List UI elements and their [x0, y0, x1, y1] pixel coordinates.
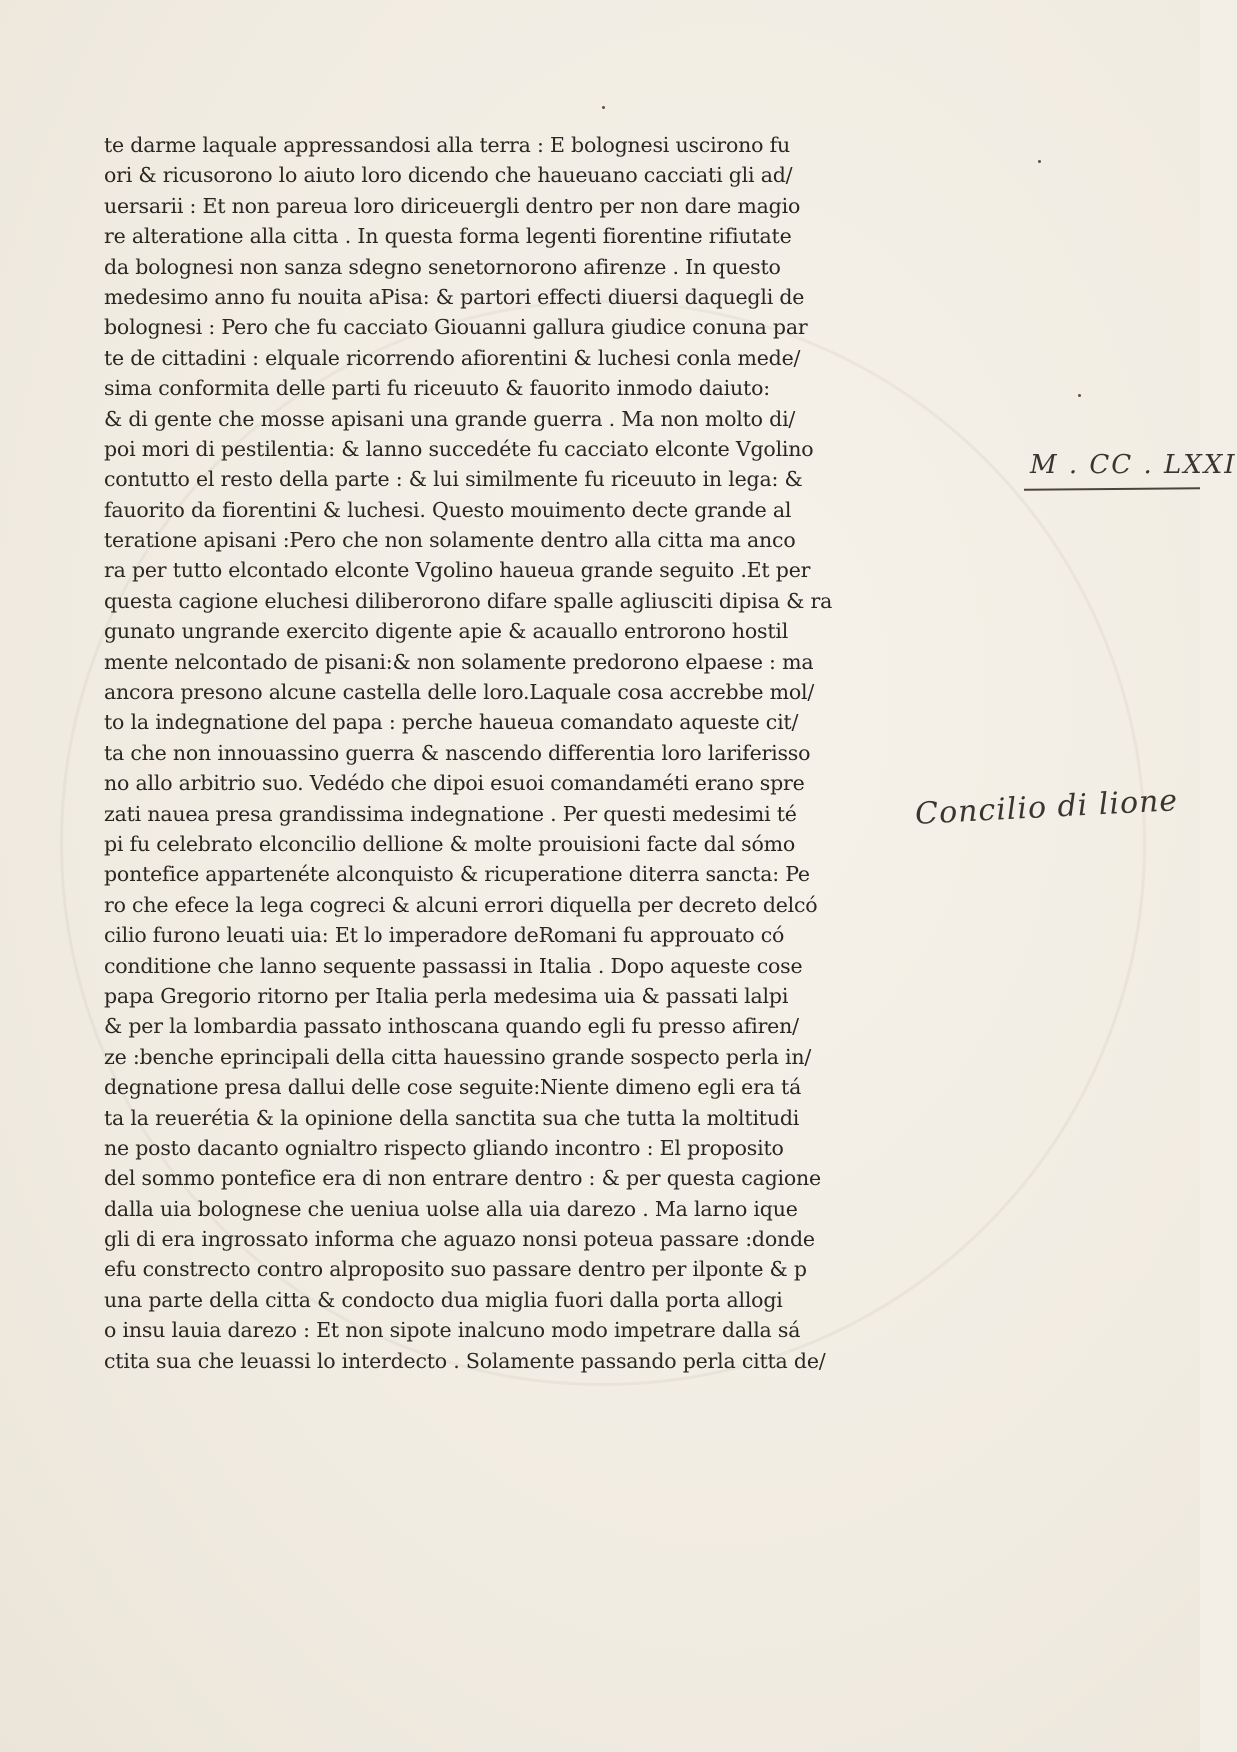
printed-text-block [104, 130, 874, 1376]
text-line: ctita sua che leuassi lo interdecto . Solamente passando perla citta de/ [104, 1348, 826, 1373]
text-line: cilio furono leuati uia: Et lo imperadore deRomani fu approuato có [104, 923, 785, 948]
text-line: degnatione presa dallui delle cose seguite:Niente dimeno egli era tá [104, 1075, 802, 1100]
text-line: da bolognesi non sanza sdegno senetornorono afirenze . In questo [104, 254, 781, 279]
text-line: contutto el resto della parte : & lui similmente fu riceuuto in lega: & [104, 467, 803, 492]
text-line: to la indegnatione del papa : perche haueua comandato aqueste cit/ [104, 710, 799, 735]
text-line: ori & ricusorono lo aiuto loro dicendo che haueuano cacciati gli ad/ [104, 163, 793, 188]
text-line: ra per tutto elcontado elconte Vgolino haueua grande seguito .Et per [104, 558, 811, 583]
text-line: te de cittadini : elquale ricorrendo afiorentini & luchesi conla mede/ [104, 345, 801, 370]
text-line: mente nelcontado de pisani:& non solamente predorono elpaese : ma [104, 649, 814, 674]
text-line: uersarii : Et non pareua loro diriceuergli dentro per non dare magio [104, 193, 801, 218]
text-line: questa cagione eluchesi diliberorono difare spalle agliusciti dipisa & ra [104, 588, 833, 613]
text-line: ta la reuerétia & la opinione della sanctita sua che tutta la moltitudi [104, 1105, 800, 1130]
text-line: ancora presono alcune castella delle loro.Laquale cosa accrebbe mol/ [104, 680, 815, 705]
text-line: & di gente che mosse apisani una grande guerra . Ma non molto di/ [104, 406, 796, 431]
text-line: gli di era ingrossato informa che aguazo nonsi poteua passare :donde [104, 1227, 815, 1252]
text-line: re alteratione alla citta . In questa forma legenti fiorentine rifiutate [104, 224, 792, 249]
margin-note-council: Concilio di lione [914, 783, 1179, 832]
margin-note-year: M . CC . LXXI [1030, 450, 1237, 480]
text-line: efu constrecto contro alproposito suo passare dentro per ilponte & p [104, 1257, 807, 1282]
text-line: papa Gregorio ritorno per Italia perla medesima uia & passati lalpi [104, 983, 789, 1008]
text-line: del sommo pontefice era di non entrare dentro : & per questa cagione [104, 1166, 821, 1191]
text-line: ze :benche eprincipali della citta hauessino grande sospecto perla in/ [104, 1044, 812, 1069]
text-line: & per la lombardia passato inthoscana quando egli fu presso afiren/ [104, 1014, 799, 1039]
text-line: una parte della citta & condocto dua miglia fuori dalla porta allogi [104, 1287, 783, 1312]
text-line: ne posto dacanto ognialtro rispecto gliando incontro : El proposito [104, 1135, 784, 1160]
text-line: fauorito da fiorentini & luchesi. Questo mouimento decte grande al [104, 497, 792, 522]
text-line: no allo arbitrio suo. Vedédo che dipoi esuoi comandaméti erano spre [104, 771, 805, 796]
text-line: bolognesi : Pero che fu cacciato Giouanni gallura giudice conuna par [104, 315, 808, 340]
text-line: zati nauea presa grandissima indegnatione . Per questi medesimi té [104, 801, 797, 826]
text-line: ro che efece la lega cogreci & alcuni errori diquella per decreto delcó [104, 892, 818, 917]
speck [602, 106, 605, 109]
text-line: gunato ungrande exercito digente apie & acauallo entrorono hostil [104, 619, 789, 644]
text-line: sima conformita delle parti fu riceuuto & fauorito inmodo daiuto: [104, 376, 770, 401]
text-line: pi fu celebrato elconcilio dellione & molte prouisioni facte dal sómo [104, 831, 796, 856]
speck [1078, 394, 1081, 397]
text-line: dalla uia bolognese che ueniua uolse alla uia darezo . Ma larno ique [104, 1196, 798, 1221]
text-line: ta che non innouassino guerra & nascendo differentia loro lariferisso [104, 740, 811, 765]
text-line: conditione che lanno sequente passassi in Italia . Dopo aqueste cose [104, 953, 803, 978]
margin-note-underline [1024, 487, 1200, 491]
text-line: poi mori di pestilentia: & lanno succedéte fu cacciato elconte Vgolino [104, 436, 814, 461]
speck [1038, 160, 1041, 163]
text-line: te darme laquale appressandosi alla terra : E bolognesi uscirono fu [104, 133, 791, 157]
text-line: pontefice appartenéte alconquisto & ricuperatione diterra sancta: Pe [104, 862, 810, 887]
text-line: medesimo anno fu nouita aPisa: & partori effecti diuersi daquegli de [104, 284, 805, 309]
text-line: o insu lauia darezo : Et non sipote inalcuno modo impetrare dalla sá [104, 1318, 801, 1343]
text-line: teratione apisani :Pero che non solamente dentro alla citta ma anco [104, 528, 796, 553]
